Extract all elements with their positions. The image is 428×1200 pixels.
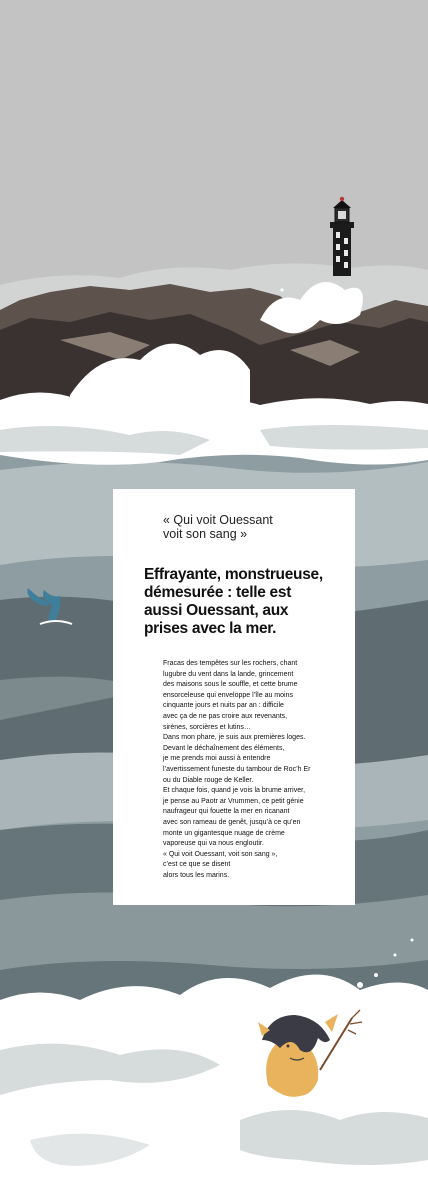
body-line: vaporeuse qui va nous engloutir. — [163, 840, 264, 848]
foam-bottom — [0, 974, 428, 1200]
body-line: ensorceleuse qui enveloppe l’île au moins — [163, 691, 293, 699]
body-line: Fracas des tempêtes sur les rochers, chant — [163, 660, 298, 667]
body-line: lugubre du vent dans la lande, grincement — [163, 670, 294, 678]
body-line: c’est ce que se disent — [163, 861, 231, 869]
body-line: naufrageur qui fouette la mer en ricanant — [163, 808, 290, 816]
body-line: Devant le déchaînement des éléments, — [163, 744, 285, 752]
epigraph-quote — [163, 513, 333, 541]
body-line: avec son rameau de genêt, jusqu’à ce qu’en — [163, 818, 301, 826]
text-panel — [113, 489, 355, 905]
body-line: ou du Diable rouge de Keller. — [163, 776, 254, 784]
foam-bottom-shadow-2 — [240, 1110, 428, 1165]
headline-line: aussi Ouessant, aux — [144, 602, 289, 619]
body-text — [163, 659, 353, 881]
quote-line: « Qui voit Ouessant — [163, 513, 273, 527]
body-line: Et chaque fois, quand je vois la brume arriver, — [163, 787, 306, 795]
foam-shadow-top-2 — [260, 425, 428, 450]
body-line: je me prends moi aussi à entendre — [163, 755, 271, 763]
headline-line: Effrayante, monstrueuse, — [144, 566, 323, 583]
quote-line: voit son sang » — [163, 527, 248, 541]
headline — [144, 566, 344, 638]
body-line: avec ça de ne pas croire aux revenants, — [163, 712, 288, 720]
body-line: « Qui voit Ouessant, voit son sang », — [163, 850, 278, 858]
body-line: alors tous les marins. — [163, 871, 230, 879]
headline-line: prises avec la mer. — [144, 620, 277, 637]
body-line: des maisons sous le souffle, et cette brume — [163, 681, 298, 689]
body-line: l’avertissement funeste du tambour de Roc’h Er — [163, 765, 311, 773]
body-line: sirènes, sorcières et lutins… — [163, 723, 251, 731]
headline-line: démesurée : telle est — [144, 584, 292, 601]
body-line: Dans mon phare, je suis aux premières loges. — [163, 734, 306, 742]
body-line: cinquante jours et nuits par an : difficile — [163, 702, 284, 710]
body-line: monte un gigantesque nuage de crème — [163, 829, 285, 837]
body-line: je pense au Paotr ar Vrummen, ce petit génie — [163, 797, 304, 805]
